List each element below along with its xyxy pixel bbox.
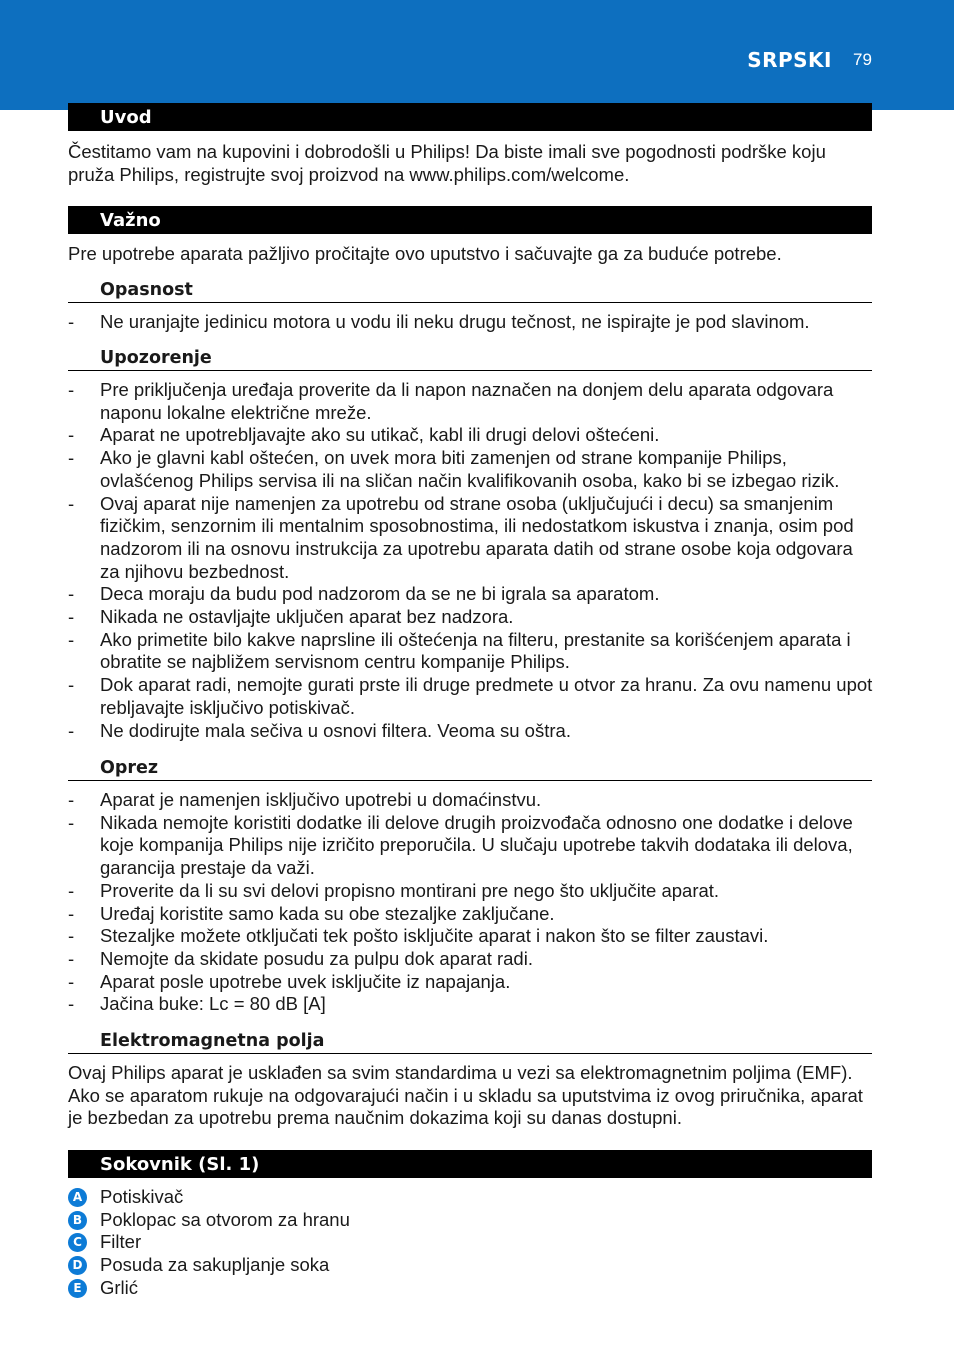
vazno-paragraph: Pre upotrebe aparata pažljivo pročitajte ovo uputstvo i sačuvajte ga za buduće potrebe. xyxy=(68,243,782,264)
list-item xyxy=(68,720,874,743)
list-marker: - xyxy=(68,902,75,924)
list-item-text: Ovaj aparat nije namenjen za upotrebu od strane osoba (uključujući i decu) sa smanjenim fizičkim, senzornim ili mentalnim sposobnostima, ili nedostatkom iskustva i znanja, osim pod nadzorom ili na osnovu instrukcija za upotrebu aparata datih od strane osobe koja odgovara za njihovu bezbednost. xyxy=(100,492,854,582)
list-item xyxy=(68,971,874,994)
list-item-text: Nikada ne ostavljajte uključen aparat bez nadzora. xyxy=(100,606,514,628)
upozorenje-list xyxy=(68,379,874,742)
emf-paragraph: Ovaj Philips aparat je usklađen sa svim standardima u vezi sa elektromagnetnim poljima (EMF). Ako se aparatom rukuje na odgovarajući način i u skladu sa uputstvima iz ovog priručnika, aparat je bezbedan za upotrebu prema naučnim dokazima koji su danas dostupni. xyxy=(68,1062,863,1129)
list-item xyxy=(68,903,874,926)
list-item-text: Ne uranjajte jedinicu motora u vodu ili neku drugu tečnost, ne ispirajte je pod slavinom. xyxy=(100,311,810,332)
letter-a-badge-icon: A xyxy=(68,1188,87,1207)
list-item xyxy=(68,812,874,880)
list-item xyxy=(68,674,874,719)
list-item xyxy=(68,311,874,334)
list-marker: - xyxy=(68,993,75,1015)
list-marker: - xyxy=(68,379,75,400)
list-item xyxy=(68,493,874,584)
subheading-oprez: Oprez xyxy=(68,758,872,781)
list-marker: - xyxy=(68,311,75,332)
list-marker: - xyxy=(68,674,75,696)
list-marker: - xyxy=(68,789,75,810)
part-label: Filter xyxy=(100,1231,142,1253)
list-item-text: Ako je glavni kabl oštećen, on uvek mora biti zamenjen od strane kompanije Philips, ovlašćenog Philips servisa ili na sličan način kvalifikovanih osoba, kako bi se izbegao rizik. xyxy=(100,447,840,491)
part-item xyxy=(68,1209,874,1232)
list-item xyxy=(68,447,874,492)
list-item-text: Pre priključenja uređaja proverite da li napon naznačen na donjem delu aparata odgovara naponu lokalne električne mreže. xyxy=(100,379,834,423)
list-item xyxy=(68,789,874,812)
list-marker: - xyxy=(68,606,75,628)
list-marker: - xyxy=(68,492,75,514)
list-item-text: Proverite da li su svi delovi propisno montirani pre nego što uključite aparat. xyxy=(100,879,720,901)
subheading-elektromagnetna-polja: Elektromagnetna polja xyxy=(68,1031,872,1054)
part-label: Poklopac sa otvorom za hranu xyxy=(100,1208,350,1230)
part-item xyxy=(68,1231,874,1254)
uvod-paragraph: Čestitamo vam na kupovini i dobrodošli u Philips! Da biste imali sve pogodnosti podrške koju pruža Philips, registrujte svoj proizvod na www.philips.com/welcome. xyxy=(68,141,826,185)
list-marker: - xyxy=(68,628,75,650)
list-item xyxy=(68,379,874,424)
letter-c-badge-icon: C xyxy=(68,1233,87,1252)
list-item-text: Nikada nemojte koristiti dodatke ili delove drugih proizvođača odnosno one dodatke i delove koje kompanija Philips nije izričito preporučila. U slučaju upotrebe takvih dodataka ili delova, garancija prestaje da važi. xyxy=(100,811,853,879)
list-item xyxy=(68,606,874,629)
list-item-text: Ako primetite bilo kakve naprsline ili oštećenja na filteru, prestanite sa korišćenjem aparata i obratite se najbližem servisnom centru kompanije Philips. xyxy=(100,628,851,673)
list-marker: - xyxy=(68,925,75,947)
list-item-text: Aparat posle upotrebe uvek isključite iz napajanja. xyxy=(100,970,511,992)
list-marker: - xyxy=(68,970,75,992)
list-item-text: Dok aparat radi, nemojte gurati prste ili druge predmete u otvor za hranu. Za ovu namenu upot rebljavajte isključivo potiskivač. xyxy=(100,674,873,718)
letter-e-badge-icon: E xyxy=(68,1279,87,1298)
part-label: Posuda za sakupljanje soka xyxy=(100,1254,330,1276)
list-item-text: Aparat je namenjen isključivo upotrebi u domaćinstvu. xyxy=(100,789,542,810)
list-item xyxy=(68,583,874,606)
letter-b-badge-icon: B xyxy=(68,1211,87,1230)
page-header xyxy=(0,0,954,110)
list-marker: - xyxy=(68,879,75,901)
section-bar-uvod: Uvod xyxy=(68,103,872,131)
list-item xyxy=(68,880,874,903)
list-item xyxy=(68,629,874,674)
section-bar-vazno: Važno xyxy=(68,206,872,234)
list-marker: - xyxy=(68,719,75,741)
page-number: 79 xyxy=(853,50,872,69)
list-item-text: Jačina buke: Lc = 80 dB [A] xyxy=(100,993,326,1015)
parts-list xyxy=(68,1186,874,1300)
subheading-upozorenje: Upozorenje xyxy=(68,348,872,371)
list-item xyxy=(68,424,874,447)
list-item-text: Uređaj koristite samo kada su obe stezaljke zaključane. xyxy=(100,902,555,924)
list-marker: - xyxy=(68,583,75,605)
list-marker: - xyxy=(68,811,75,833)
opasnost-list xyxy=(68,311,874,334)
letter-d-badge-icon: D xyxy=(68,1256,87,1275)
list-item xyxy=(68,925,874,948)
list-item-text: Aparat ne upotrebljavajte ako su utikač, kabl ili drugi delovi oštećeni. xyxy=(100,424,660,446)
part-item xyxy=(68,1186,874,1209)
list-item-text: Ne dodirujte mala sečiva u osnovi filtera. Veoma su oštra. xyxy=(100,719,571,741)
oprez-list xyxy=(68,789,874,1016)
part-item xyxy=(68,1254,874,1277)
list-item xyxy=(68,948,874,971)
part-label: Grlić xyxy=(100,1276,139,1298)
list-item xyxy=(68,993,874,1016)
list-item-text: Stezaljke možete otključati tek pošto isključite aparat i nakon što se filter zaustavi. xyxy=(100,925,769,947)
part-item xyxy=(68,1277,874,1300)
part-label: Potiskivač xyxy=(100,1186,184,1207)
list-item-text: Deca moraju da budu pod nadzorom da se ne bi igrala sa aparatom. xyxy=(100,583,660,605)
subheading-opasnost: Opasnost xyxy=(68,280,872,303)
list-marker: - xyxy=(68,424,75,446)
list-marker: - xyxy=(68,447,75,469)
list-item-text: Nemojte da skidate posudu za pulpu dok aparat radi. xyxy=(100,947,533,969)
list-marker: - xyxy=(68,947,75,969)
section-bar-sokovnik: Sokovnik (Sl. 1) xyxy=(68,1150,872,1178)
header-language: SRPSKI xyxy=(747,48,832,72)
